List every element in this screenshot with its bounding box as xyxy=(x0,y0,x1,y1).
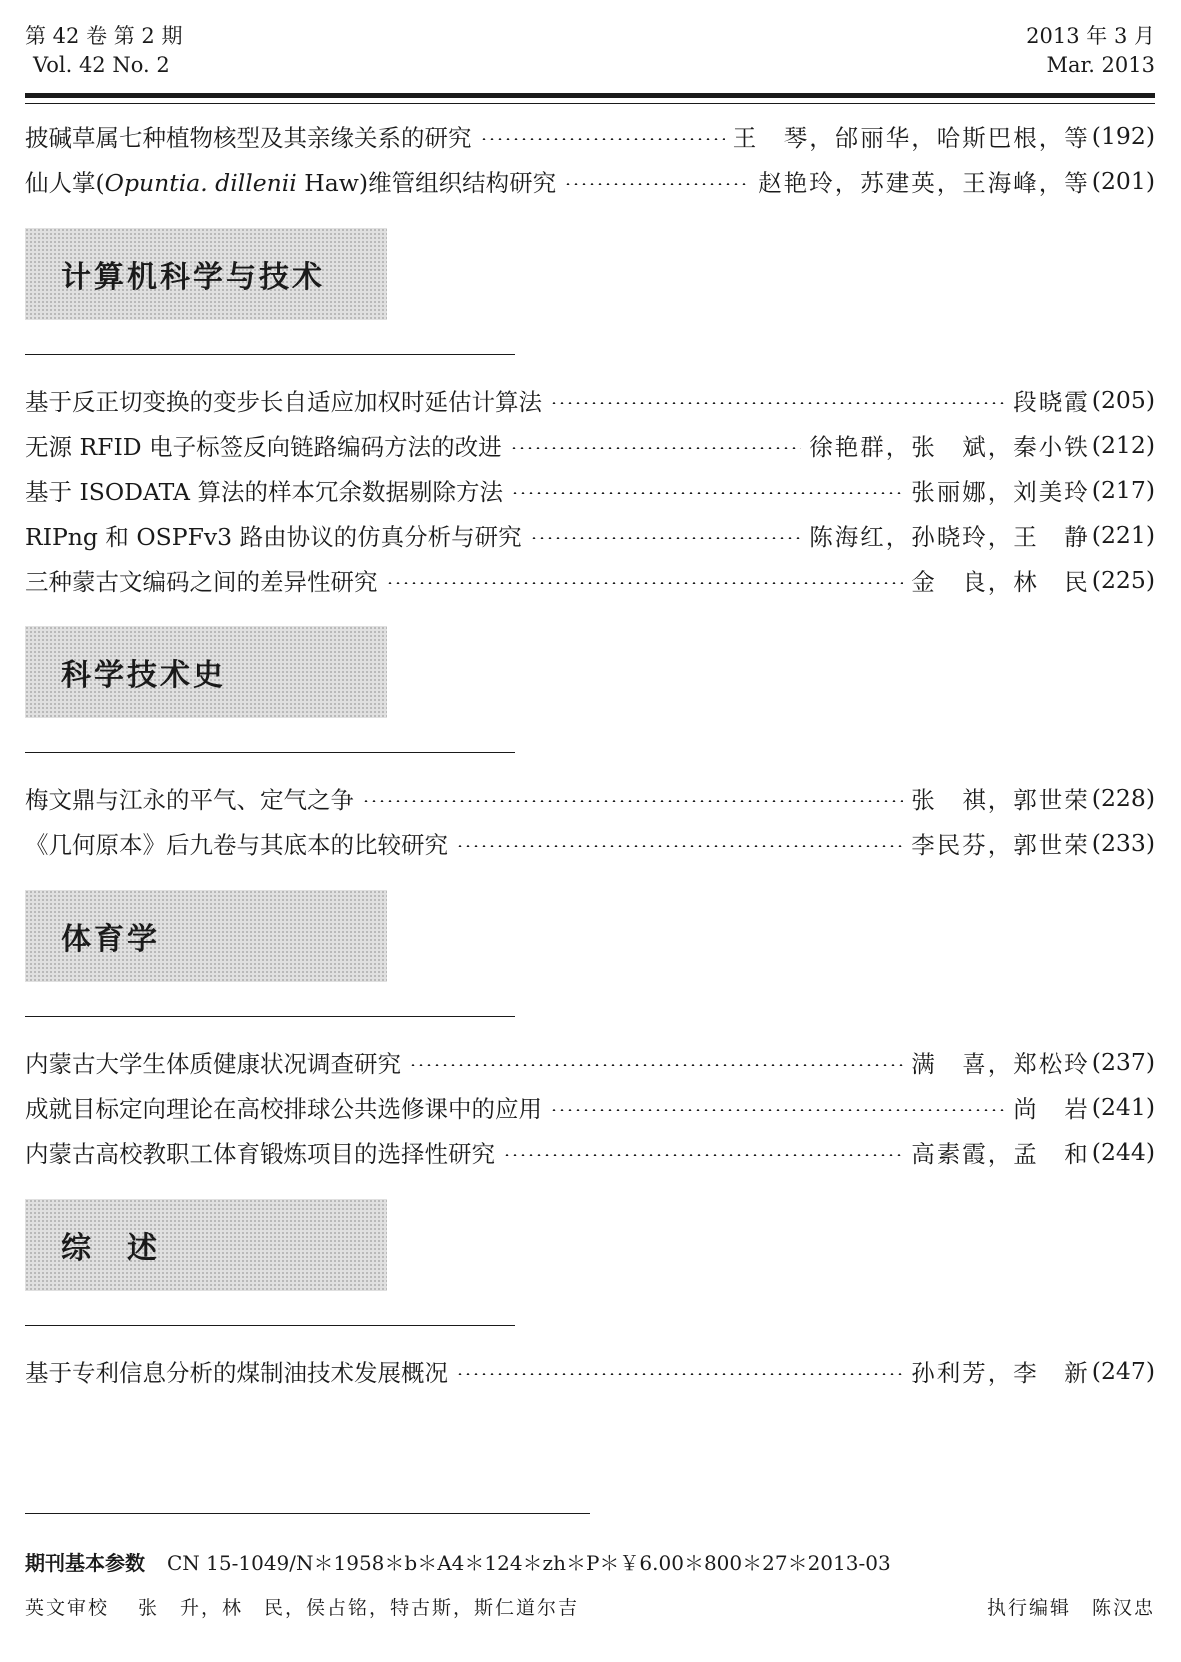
params-label: 期刊基本参数 xyxy=(25,1551,145,1575)
entry-authors: 孙利芳，李 新 xyxy=(911,1359,1090,1387)
section-rule xyxy=(25,354,515,355)
dot-leader xyxy=(480,138,725,140)
entry-title: 仙人掌(Opuntia. dillenii Haw)维管组织结构研究 xyxy=(25,169,557,197)
entry-title: 内蒙古高校教职工体育锻炼项目的选择性研究 xyxy=(25,1140,495,1168)
entry-authors: 王 琴，邰丽华，哈斯巴根，等 xyxy=(732,124,1090,152)
entry-title: 披碱草属七种植物核型及其亲缘关系的研究 xyxy=(25,124,472,152)
section-title: 综 述 xyxy=(61,1231,160,1266)
toc-entry[interactable] xyxy=(25,383,1155,417)
entry-title: 《几何原本》后九卷与其底本的比较研究 xyxy=(25,831,448,859)
dot-leader xyxy=(530,537,802,539)
toc-entry[interactable] xyxy=(25,563,1155,597)
dot-leader xyxy=(409,1064,903,1066)
entry-page: (221) xyxy=(1091,521,1155,549)
entry-authors: 金 良，林 民 xyxy=(911,568,1090,596)
entry-page: (217) xyxy=(1091,476,1155,504)
section-title: 计算机科学与技术 xyxy=(61,260,325,295)
toc-entry[interactable] xyxy=(25,781,1155,815)
journal-parameters xyxy=(25,1547,891,1576)
dot-leader xyxy=(550,402,1005,404)
entry-authors: 陈海红，孙晓玲，王 静 xyxy=(809,523,1090,551)
entry-title: 成就目标定向理论在高校排球公共选修课中的应用 xyxy=(25,1095,542,1123)
entry-title: 基于专利信息分析的煤制油技术发展概况 xyxy=(25,1359,448,1387)
toc-entry[interactable] xyxy=(25,826,1155,860)
entry-title: 梅文鼎与江永的平气、定气之争 xyxy=(25,786,354,814)
toc-entry[interactable] xyxy=(25,164,1155,198)
toc-entry[interactable] xyxy=(25,1045,1155,1079)
entry-title: 三种蒙古文编码之间的差异性研究 xyxy=(25,568,378,596)
entry-title: 基于 ISODATA 算法的样本冗余数据剔除方法 xyxy=(25,478,503,506)
section-title: 体育学 xyxy=(61,922,160,957)
issue-label-cn: 第 42 卷 第 2 期 xyxy=(25,24,183,48)
species-name: Opuntia. dillenii xyxy=(104,169,297,197)
entry-page: (247) xyxy=(1091,1357,1155,1385)
entry-authors: 徐艳群，张 斌，秦小铁 xyxy=(809,433,1090,461)
toc-entry[interactable] xyxy=(25,1090,1155,1124)
entry-page: (205) xyxy=(1091,386,1155,414)
section-rule xyxy=(25,1325,515,1326)
params-value: CN 15-1049/N＊1958＊b＊A4＊124＊zh＊P＊￥6.00＊800＊27＊2013-03 xyxy=(167,1551,891,1575)
toc-entry[interactable] xyxy=(25,119,1155,153)
entry-authors: 尚 岩 xyxy=(1013,1095,1090,1123)
section-heading-history-of-science xyxy=(25,626,387,718)
entry-authors: 高素霞，孟 和 xyxy=(911,1140,1090,1168)
entry-authors: 张丽娜，刘美玲 xyxy=(911,478,1090,506)
dot-leader xyxy=(550,1109,1005,1111)
editorial-footer xyxy=(25,1593,1155,1620)
date-label-en: Mar. 2013 xyxy=(1046,53,1155,77)
entry-page: (192) xyxy=(1091,122,1155,150)
entry-page: (225) xyxy=(1091,566,1155,594)
entry-page: (244) xyxy=(1091,1138,1155,1166)
dot-leader xyxy=(503,1154,903,1156)
entry-title: 无源 RFID 电子标签反向链路编码方法的改进 xyxy=(25,433,502,461)
toc-entry[interactable] xyxy=(25,1354,1155,1388)
journal-date-header xyxy=(1026,22,1155,80)
toc-entry[interactable] xyxy=(25,473,1155,507)
toc-entry[interactable] xyxy=(25,1135,1155,1169)
journal-issue-header xyxy=(25,22,182,80)
entry-page: (228) xyxy=(1091,784,1155,812)
entry-page: (212) xyxy=(1091,431,1155,459)
entry-page: (201) xyxy=(1091,167,1155,195)
footer-rule xyxy=(25,1513,590,1514)
entry-title: 内蒙古大学生体质健康状况调查研究 xyxy=(25,1050,401,1078)
entry-authors: 段晓霞 xyxy=(1013,388,1090,416)
section-title: 科学技术史 xyxy=(61,658,226,693)
dot-leader xyxy=(362,800,903,802)
toc-entry[interactable] xyxy=(25,428,1155,462)
dot-leader xyxy=(564,183,750,185)
entry-authors: 满 喜，郑松玲 xyxy=(911,1050,1090,1078)
dot-leader xyxy=(510,447,802,449)
dot-leader xyxy=(386,582,904,584)
section-heading-computer-science xyxy=(25,228,387,320)
entry-authors: 李民芬，郭世荣 xyxy=(911,831,1090,859)
issue-label-en: Vol. 42 No. 2 xyxy=(33,53,170,77)
entry-page: (241) xyxy=(1091,1093,1155,1121)
entry-page: (233) xyxy=(1091,829,1155,857)
header-rule-thick xyxy=(25,93,1155,98)
entry-title: RIPng 和 OSPFv3 路由协议的仿真分析与研究 xyxy=(25,523,522,551)
section-heading-review xyxy=(25,1199,387,1291)
entry-page: (237) xyxy=(1091,1048,1155,1076)
section-rule xyxy=(25,752,515,753)
dot-leader xyxy=(456,845,903,847)
toc-entry[interactable] xyxy=(25,518,1155,552)
english-reviewers: 英文审校 张 升，林 民，侯占铭，特古斯，斯仁道尔吉 xyxy=(25,1597,580,1619)
section-rule xyxy=(25,1016,515,1017)
executive-editor: 执行编辑 陈汉忠 xyxy=(986,1597,1155,1619)
entry-authors: 张 祺，郭世荣 xyxy=(911,786,1090,814)
section-heading-sports-science xyxy=(25,890,387,982)
entry-authors: 赵艳玲，苏建英，王海峰，等 xyxy=(758,169,1090,197)
entry-title: 基于反正切变换的变步长自适应加权时延估计算法 xyxy=(25,388,542,416)
header-rule-thin xyxy=(25,103,1155,104)
dot-leader xyxy=(511,492,903,494)
date-label-cn: 2013 年 3 月 xyxy=(1026,24,1155,48)
dot-leader xyxy=(456,1373,903,1375)
